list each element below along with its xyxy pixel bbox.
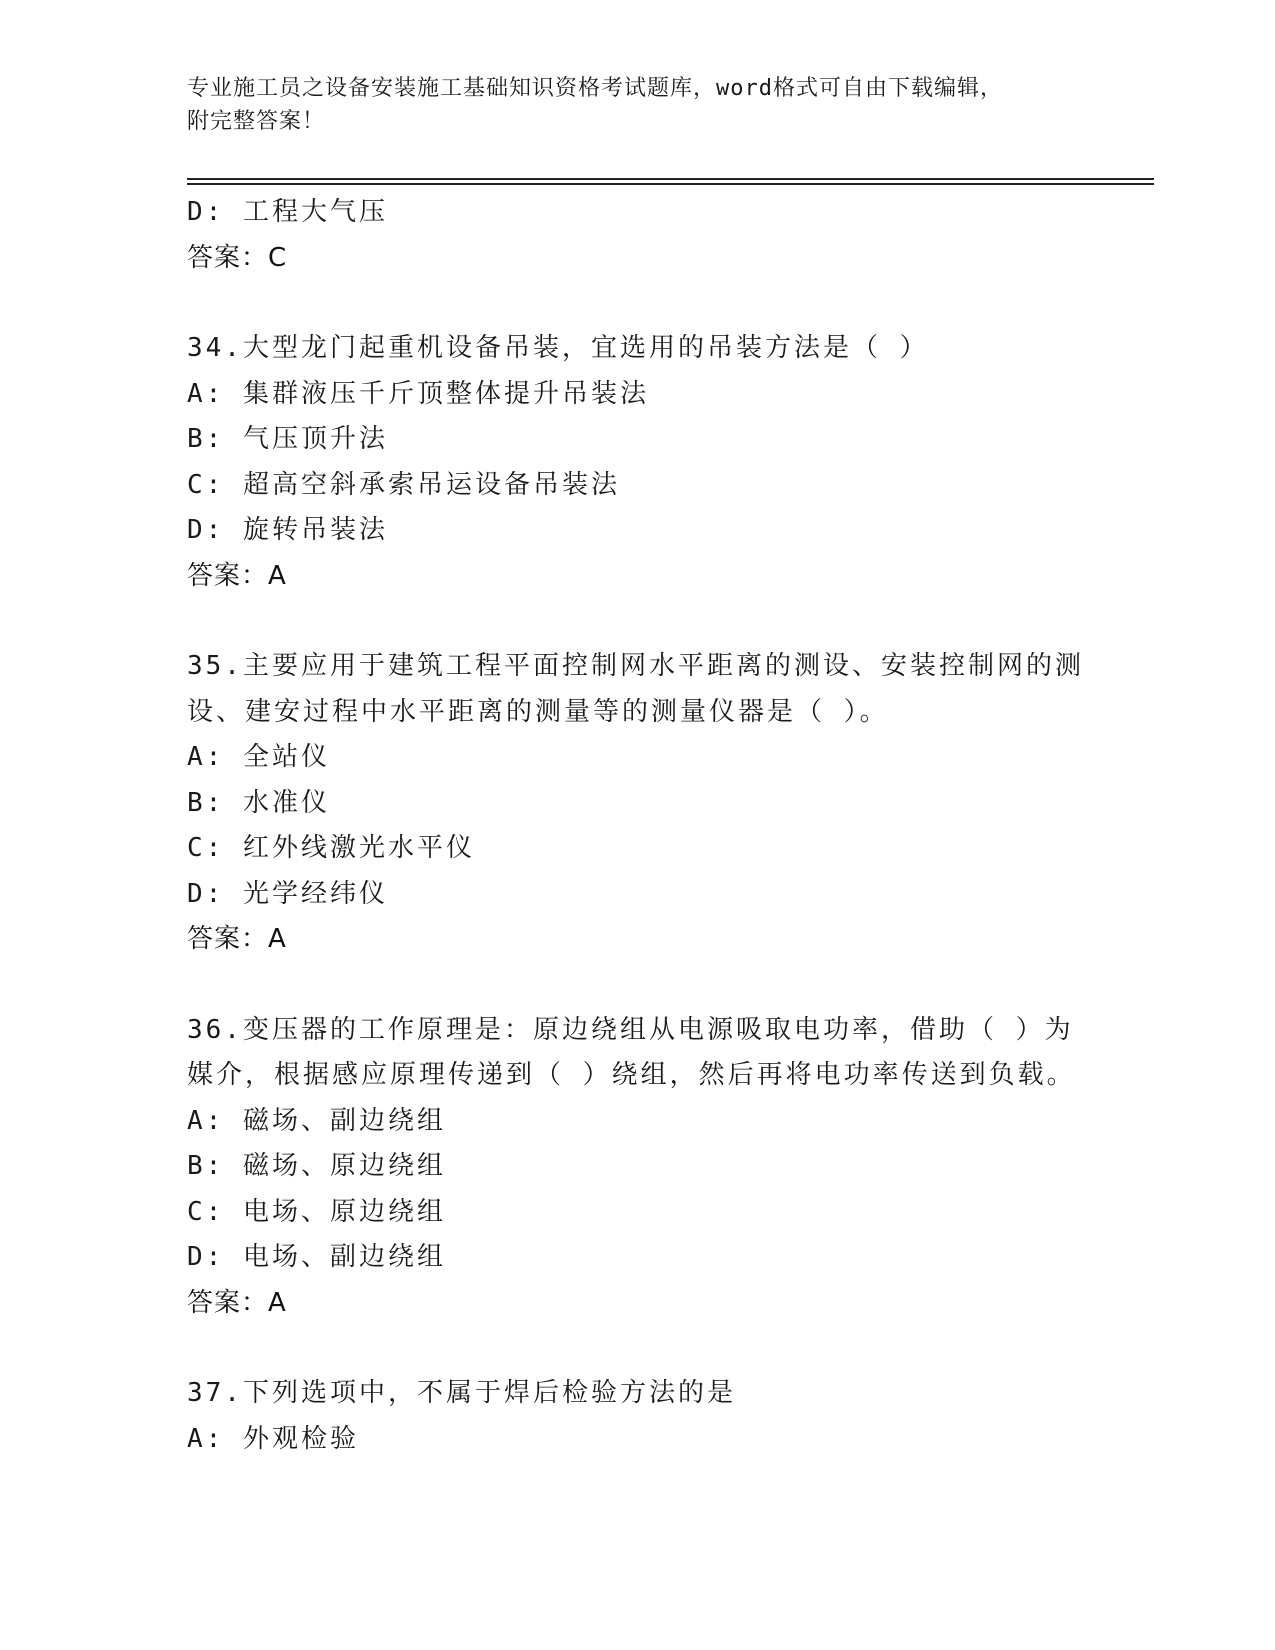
option-d: D: 电场、副边绕组	[187, 1242, 446, 1272]
header-line-1: 专业施工员之设备安装施工基础知识资格考试题库，word格式可自由下载编辑，	[187, 76, 1003, 101]
answer-line: 答案：C	[187, 242, 288, 273]
spacer	[187, 963, 1087, 1008]
header-rule-bottom	[187, 183, 1154, 185]
question-text-continued: 设、建安过程中水平距离的测量等的测量仪器是（ ）。	[187, 696, 889, 727]
option-a: A: 外观检验	[187, 1423, 359, 1454]
page-header	[187, 72, 1087, 138]
question-text: 37.下列选项中，不属于焊后检验方法的是	[187, 1378, 736, 1408]
option-d: D: 工程大气压	[187, 197, 388, 227]
question-block-34	[187, 326, 1087, 599]
option-c: C: 红外线激光水平仪	[187, 833, 475, 863]
option-a: A: 磁场、副边绕组	[187, 1105, 446, 1136]
spacer	[187, 599, 1087, 644]
header-line-2: 附完整答案！	[187, 109, 326, 134]
spacer	[187, 1326, 1087, 1371]
header-rule-top	[187, 178, 1154, 180]
answer-line: 答案：A	[187, 924, 287, 954]
option-b: B: 气压顶升法	[187, 424, 388, 454]
question-text: 36.变压器的工作原理是：原边绕组从电源吸取电功率，借助（ ）为	[187, 1014, 1074, 1045]
answer-line: 答案：A	[187, 560, 287, 591]
option-a: A: 集群液压千斤顶整体提升吊装法	[187, 378, 649, 409]
option-d: D: 光学经纬仪	[187, 878, 388, 909]
option-d: D: 旋转吊装法	[187, 515, 388, 545]
question-block-36	[187, 1008, 1087, 1327]
option-c: C: 电场、原边绕组	[187, 1196, 446, 1227]
question-block-37	[187, 1371, 1087, 1462]
answer-line: 答案：A	[187, 1287, 287, 1318]
question-content	[187, 190, 1087, 1462]
question-text-continued: 媒介，根据感应原理传递到（ ）绕组，然后再将电功率传送到负载。	[187, 1060, 1076, 1090]
question-block-35	[187, 644, 1087, 963]
question-text: 34.大型龙门起重机设备吊装，宜选用的吊装方法是（ ）	[187, 333, 929, 363]
question-text: 35.主要应用于建筑工程平面控制网水平距离的测设、安装控制网的测	[187, 651, 1084, 681]
spacer	[187, 281, 1087, 326]
option-b: B: 磁场、原边绕组	[187, 1151, 446, 1181]
option-b: B: 水准仪	[187, 787, 330, 818]
option-c: C: 超高空斜承索吊运设备吊装法	[187, 469, 620, 500]
option-a: A: 全站仪	[187, 742, 330, 772]
